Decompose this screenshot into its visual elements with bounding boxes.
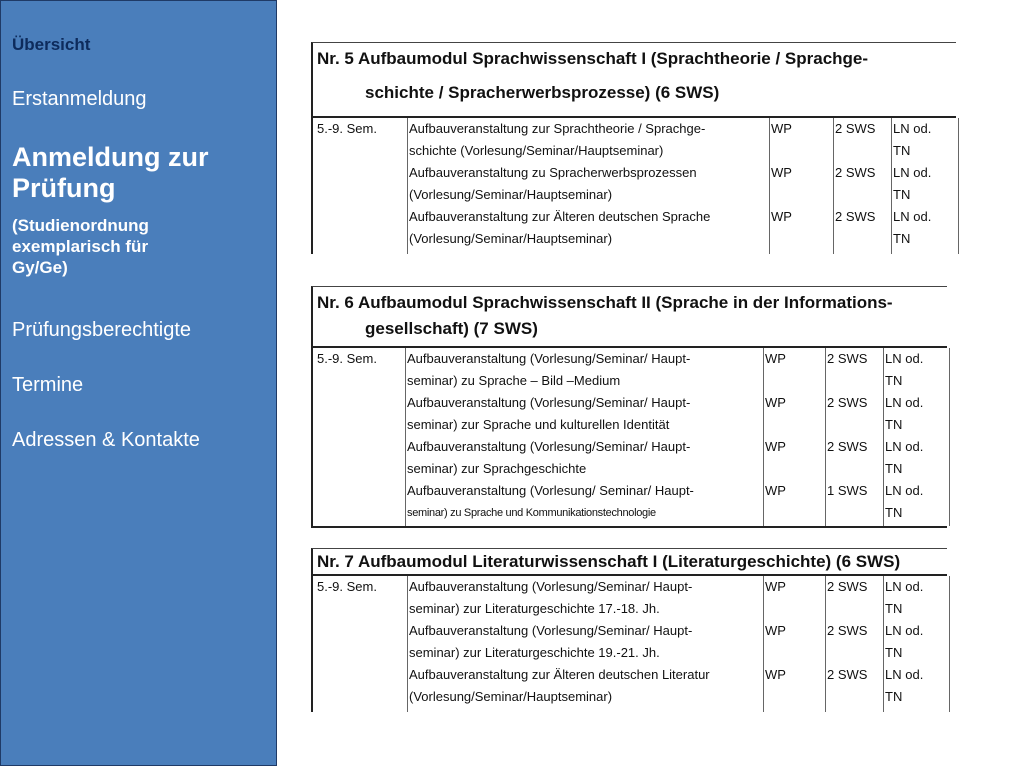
course-assessment-line2: TN (893, 231, 911, 246)
course-description-line1: Aufbauveranstaltung (Vorlesung/Seminar/ Haupt- (409, 623, 693, 638)
module-heading-line1: Nr. 7 Aufbaumodul Literaturwissenschaft I (Literaturgeschichte) (6 SWS) (317, 552, 901, 571)
nav-item-pruefungsberechtigte[interactable]: Prüfungsberechtigte (12, 319, 192, 341)
course-assessment-line2: TN (885, 417, 903, 432)
nav-item-anmeldung-line1: Anmeldung zur (12, 142, 209, 172)
nav-item-adressen-kontakte[interactable]: Adressen & Kontakte (12, 429, 200, 451)
course-description-line1: Aufbauveranstaltung (Vorlesung/Seminar/ Haupt- (407, 395, 691, 410)
nav-subtitle-line3: Gy/Ge) (12, 258, 68, 277)
course-description-line2: seminar) zu Sprache – Bild –Medium (407, 373, 621, 388)
module-heading-line1: Nr. 6 Aufbaumodul Sprachwissenschaft II (Sprache in der Informations- (317, 293, 893, 312)
table-column-divider (763, 576, 764, 712)
course-description-line1: Aufbauveranstaltung zur Älteren deutschen Sprache (409, 209, 711, 224)
course-sws-cell: 2 SWS (835, 209, 876, 224)
course-assessment-line1: LN od. (885, 483, 924, 498)
course-description-line2: seminar) zur Literaturgeschichte 17.-18. Jh. (409, 601, 660, 616)
course-assessment-line2: TN (885, 645, 903, 660)
course-sws-cell: 1 SWS (827, 483, 868, 498)
course-sws-cell: 2 SWS (835, 165, 876, 180)
module-heading-line2: schichte / Spracherwerbsprozesse) (6 SWS) (365, 83, 720, 102)
nav-subtitle-line1: (Studienordnung (12, 216, 149, 235)
module-body (311, 348, 947, 528)
module-table-6 (311, 286, 947, 528)
semester-cell: 5.-9. Sem. (317, 579, 377, 594)
table-column-divider (883, 348, 884, 526)
course-description-line2: seminar) zur Literaturgeschichte 19.-21. Jh. (409, 645, 660, 660)
module-body (311, 576, 947, 712)
course-type-cell: WP (765, 579, 786, 594)
course-type-cell: WP (771, 121, 792, 136)
course-type-cell: WP (765, 395, 786, 410)
course-assessment-line1: LN od. (885, 439, 924, 454)
table-column-divider (763, 348, 764, 526)
course-type-cell: WP (765, 483, 786, 498)
nav-item-anmeldung-pruefung[interactable] (12, 142, 209, 204)
course-assessment-line1: LN od. (893, 209, 932, 224)
course-assessment-line2: TN (893, 143, 911, 158)
course-sws-cell: 2 SWS (827, 667, 868, 682)
course-assessment-line1: LN od. (893, 121, 932, 136)
course-sws-cell: 2 SWS (827, 395, 868, 410)
nav-item-anmeldung-line2: Prüfung (12, 173, 116, 203)
table-column-divider (407, 576, 408, 712)
table-column-divider (958, 118, 959, 254)
course-description-line2: seminar) zu Sprache und Kommunikationstechnologie (407, 507, 656, 519)
table-column-divider (949, 576, 950, 712)
module-table-7 (311, 548, 947, 712)
table-column-divider (949, 348, 950, 526)
course-assessment-line1: LN od. (893, 165, 932, 180)
table-column-divider (883, 576, 884, 712)
course-assessment-line2: TN (885, 601, 903, 616)
module-body (311, 118, 956, 254)
course-sws-cell: 2 SWS (827, 623, 868, 638)
course-description-line1: Aufbauveranstaltung (Vorlesung/Seminar/ Haupt- (407, 439, 691, 454)
module-heading (311, 548, 947, 576)
course-description-line2: (Vorlesung/Seminar/Hauptseminar) (409, 689, 613, 704)
course-assessment-line2: TN (893, 187, 911, 202)
course-assessment-line2: TN (885, 461, 903, 476)
course-description-line2: (Vorlesung/Seminar/Hauptseminar) (409, 231, 613, 246)
nav-item-erstanmeldung[interactable]: Erstanmeldung (12, 88, 147, 110)
course-assessment-line2: TN (885, 373, 903, 388)
course-description-line1: Aufbauveranstaltung zu Spracherwerbsprozessen (409, 165, 697, 180)
semester-cell: 5.-9. Sem. (317, 351, 377, 366)
course-type-cell: WP (765, 623, 786, 638)
course-description-line2: seminar) zur Sprachgeschichte (407, 461, 587, 476)
course-sws-cell: 2 SWS (827, 579, 868, 594)
course-sws-cell: 2 SWS (827, 439, 868, 454)
course-description-line2: schichte (Vorlesung/Seminar/Hauptseminar) (409, 143, 664, 158)
course-assessment-line1: LN od. (885, 579, 924, 594)
course-assessment-line1: LN od. (885, 395, 924, 410)
table-column-divider (833, 118, 834, 254)
module-heading (311, 286, 947, 348)
course-assessment-line1: LN od. (885, 623, 924, 638)
table-column-divider (825, 348, 826, 526)
course-type-cell: WP (771, 165, 792, 180)
course-assessment-line1: LN od. (885, 667, 924, 682)
course-type-cell: WP (765, 667, 786, 682)
sidebar-nav (0, 0, 277, 766)
course-sws-cell: 2 SWS (827, 351, 868, 366)
course-description-line2: (Vorlesung/Seminar/Hauptseminar) (409, 187, 613, 202)
table-column-divider (405, 348, 406, 526)
course-assessment-line2: TN (885, 689, 903, 704)
semester-cell: 5.-9. Sem. (317, 121, 377, 136)
course-type-cell: WP (771, 209, 792, 224)
module-heading-line2: gesellschaft) (7 SWS) (365, 319, 538, 338)
module-heading (311, 42, 956, 118)
nav-subtitle-line2: exemplarisch für (12, 237, 149, 256)
course-assessment-line1: LN od. (885, 351, 924, 366)
course-description-line2: seminar) zur Sprache und kulturellen Identität (407, 417, 670, 432)
course-sws-cell: 2 SWS (835, 121, 876, 136)
course-type-cell: WP (765, 351, 786, 366)
course-description-line1: Aufbauveranstaltung (Vorlesung/ Seminar/ Haupt- (407, 483, 694, 498)
nav-item-uebersicht[interactable]: Übersicht (12, 35, 91, 54)
module-table-5 (311, 42, 956, 254)
nav-item-anmeldung-subtitle (12, 215, 149, 278)
nav-item-termine[interactable]: Termine (12, 374, 84, 396)
course-description-line1: Aufbauveranstaltung zur Älteren deutschen Literatur (409, 667, 710, 682)
table-column-divider (407, 118, 408, 254)
course-description-line1: Aufbauveranstaltung (Vorlesung/Seminar/ Haupt- (407, 351, 691, 366)
course-assessment-line2: TN (885, 505, 903, 520)
table-column-divider (769, 118, 770, 254)
table-column-divider (891, 118, 892, 254)
course-type-cell: WP (765, 439, 786, 454)
course-description-line1: Aufbauveranstaltung zur Sprachtheorie / Sprachge- (409, 121, 706, 136)
course-description-line1: Aufbauveranstaltung (Vorlesung/Seminar/ Haupt- (409, 579, 693, 594)
module-heading-line1: Nr. 5 Aufbaumodul Sprachwissenschaft I (Sprachtheorie / Sprachge- (317, 49, 869, 68)
table-column-divider (825, 576, 826, 712)
